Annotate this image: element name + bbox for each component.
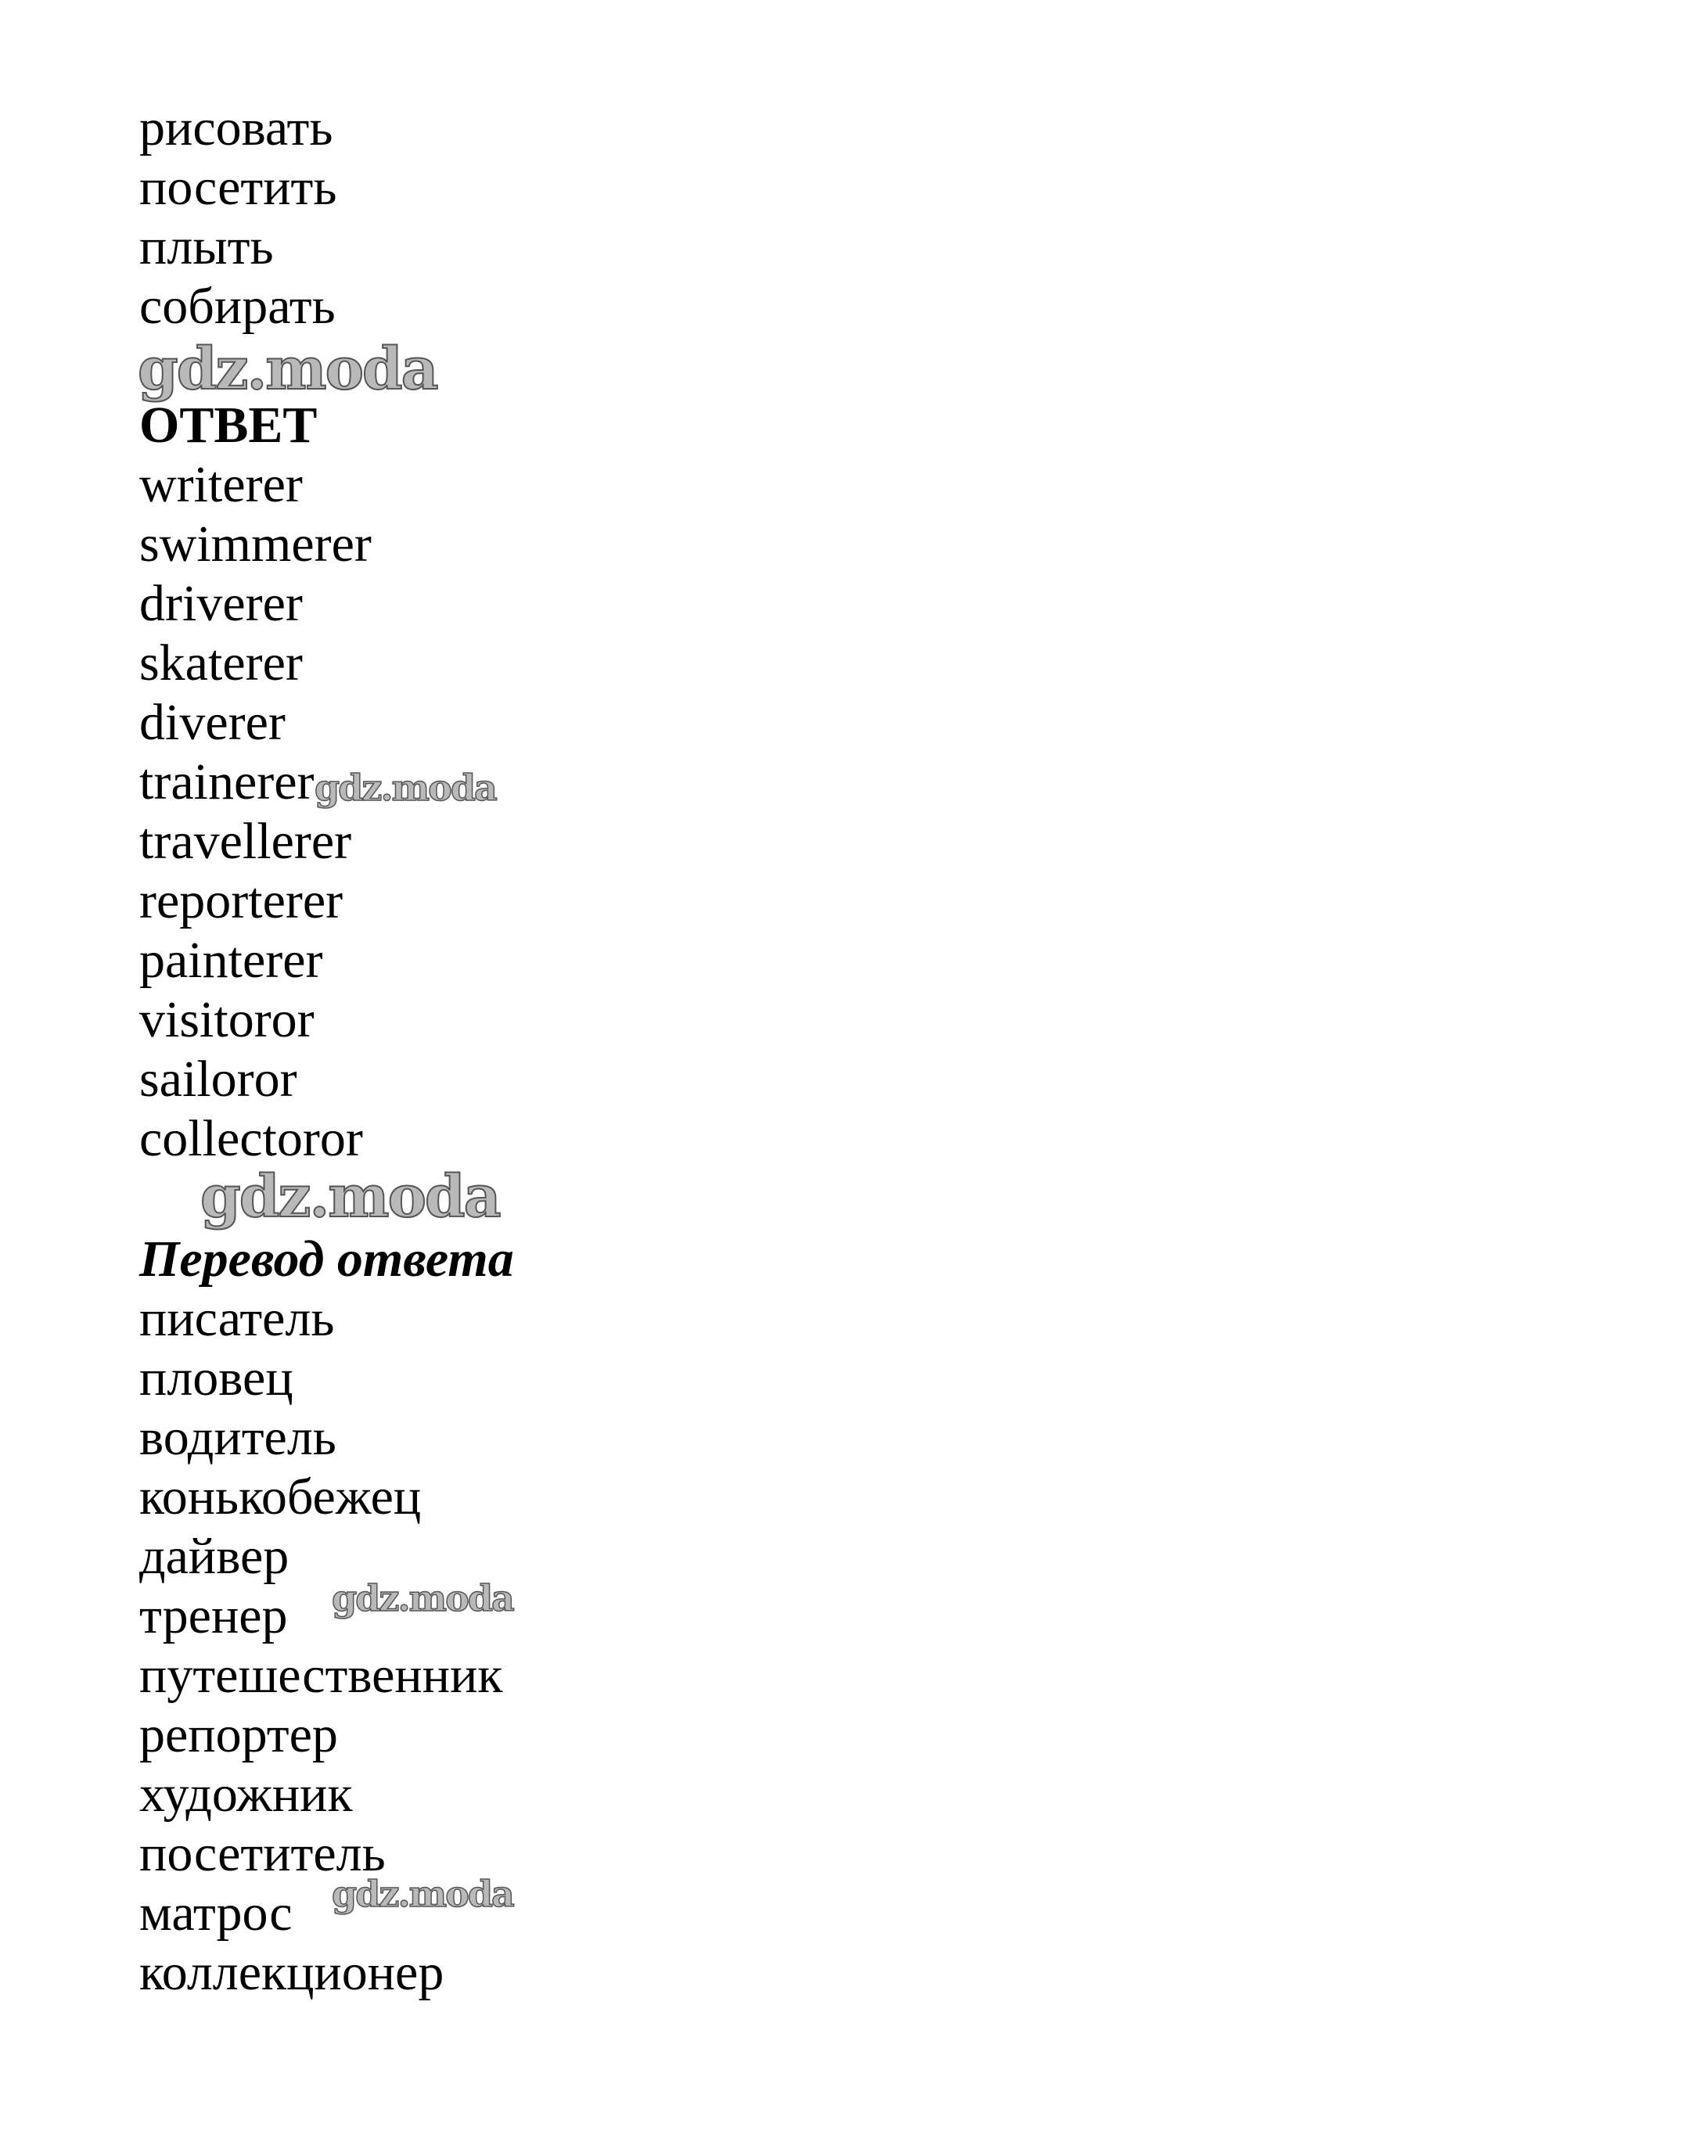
translation-line: дайвер xyxy=(139,1528,289,1585)
answer-line: writerer xyxy=(139,456,303,513)
answer-heading: ОТВЕТ xyxy=(139,397,318,454)
answer-line: painterer xyxy=(139,932,323,989)
verb-line: собирать xyxy=(139,278,336,335)
translation-line: художник xyxy=(139,1766,353,1823)
answer-line: collectoror xyxy=(139,1110,363,1167)
watermark: gdz.moda xyxy=(138,336,437,403)
watermark: gdz.moda xyxy=(315,767,496,809)
answer-line: diverer xyxy=(139,694,286,751)
translation-line: пловец xyxy=(139,1349,293,1407)
translation-line: матрос xyxy=(139,1885,293,1942)
answer-line: visitoror xyxy=(139,991,315,1048)
translation-line: тренер xyxy=(139,1587,288,1644)
translation-line: водитель xyxy=(139,1409,336,1466)
translation-line: посетитель xyxy=(139,1825,386,1882)
translation-line: репортер xyxy=(139,1706,338,1763)
answer-line: reporterer xyxy=(139,872,343,929)
translation-line: писатель xyxy=(139,1290,335,1347)
answer-line: swimmerer xyxy=(139,516,372,573)
translation-line: путешественник xyxy=(139,1647,503,1704)
watermark: gdz.moda xyxy=(332,1577,513,1619)
verb-line: плыть xyxy=(139,218,274,275)
watermark: gdz.moda xyxy=(332,1873,513,1915)
answer-line: travellerer xyxy=(139,813,352,870)
watermark: gdz.moda xyxy=(200,1163,500,1231)
answer-line: sailoror xyxy=(139,1051,297,1108)
translation-line: конькобежец xyxy=(139,1468,422,1525)
answer-line: driverer xyxy=(139,575,303,632)
verb-line: рисовать xyxy=(139,99,333,156)
answer-line: trainerer xyxy=(139,753,315,810)
translation-heading: Перевод ответа xyxy=(139,1231,514,1288)
answer-line: skaterer xyxy=(139,634,303,692)
translation-line: коллекционер xyxy=(139,1944,444,2001)
verb-line: посетить xyxy=(139,159,337,216)
